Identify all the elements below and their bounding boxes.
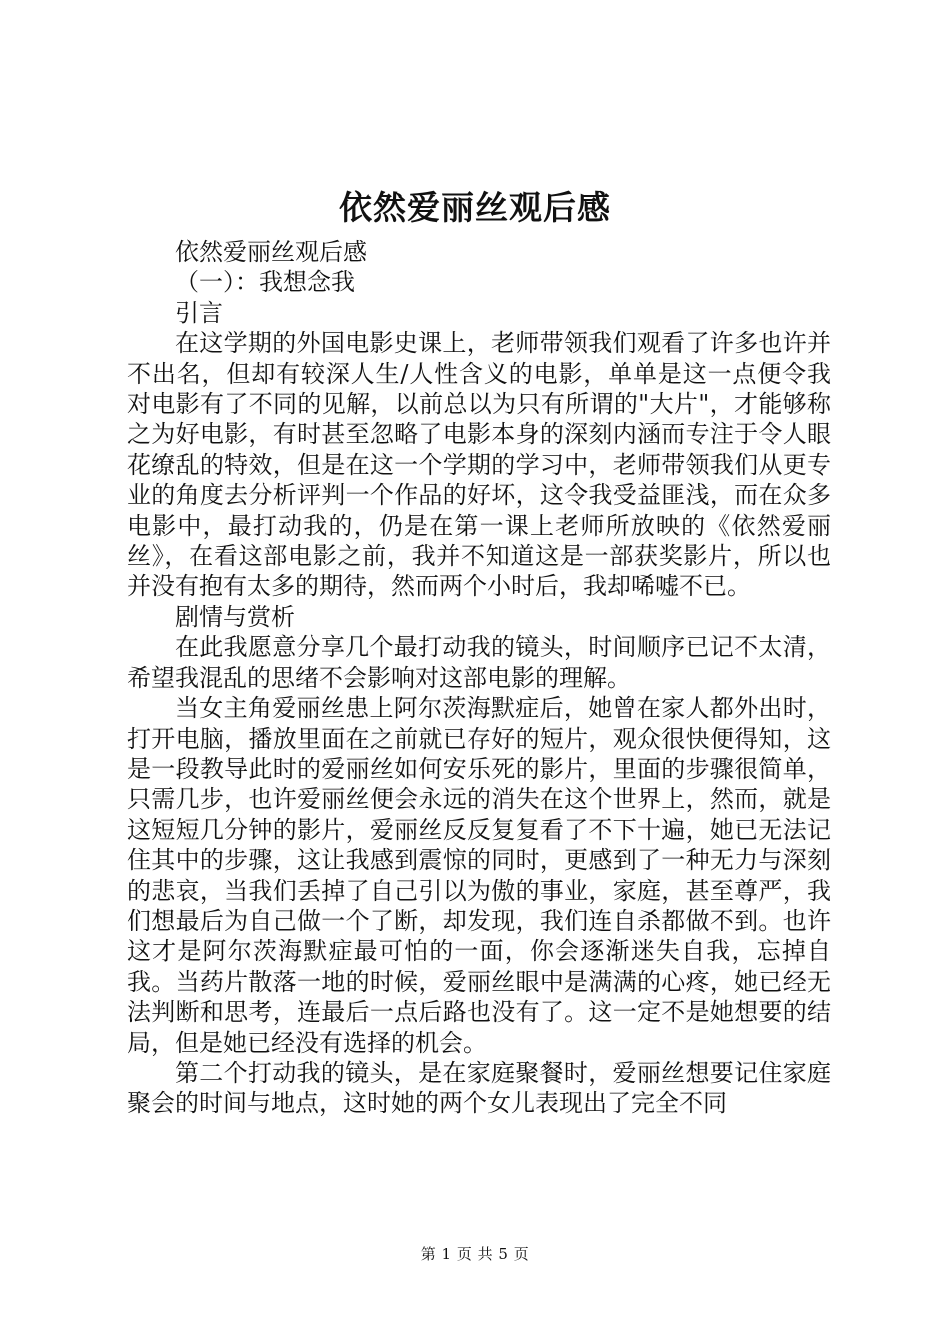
paragraph-subtitle: 依然爱丽丝观后感 <box>175 238 367 266</box>
heading-plot-analysis: 剧情与赏析 <box>175 602 295 631</box>
paragraph-introduction: 在这学期的外国电影史课上，老师带领我们观看了许多也许并不出名，但却有较深人生/人性含义的电影，单单是这一点便令我对电影有了不同的见解，以前总以为只有所谓的"大片"，才能够称之为好电影，有时甚至忽略了电影本身的深刻内涵而专注于令人眼花缭乱的特效，但是在这一个学期的学习中，老师带领我们从更专业的角度去分析评判一个作品的好坏，这令我受益匪浅，而在众多电影中，最打动我的，仍是在第一课上老师所放映的《依然爱丽丝》，在看这部电影之前，我并不知道这是一部获奖影片，所以也并没有抱有太多的期待，然而两个小时后，我却唏嘘不已。 <box>127 329 831 601</box>
document-title: 依然爱丽丝观后感 <box>339 188 611 227</box>
paragraph-section-label: （一）：我想念我 <box>175 268 355 297</box>
document-body <box>127 237 831 1119</box>
paragraph-first-scene: 当女主角爱丽丝患上阿尔茨海默症后，她曾在家人都外出时，打开电脑，播放里面在之前就已存好的短片，观众很快便得知，这是一段教导此时的爱丽丝如何安乐死的影片，里面的步骤很简单，只需几步，也许爱丽丝便会永远的消失在这个世界上，然而，就是这短短几分钟的影片，爱丽丝反反复复看了不下十遍，她已无法记住其中的步骤，这让我感到震惊的同时，更感到了一种无力与深刻的悲哀，当我们丢掉了自己引以为傲的事业，家庭，甚至尊严，我们想最后为自己做一个了断，却发现，我们连自杀都做不到。也许这才是阿尔茨海默症最可怕的一面，你会逐渐迷失自我，忘掉自我。当药片散落一地的时候，爱丽丝眼中是满满的心疼，她已经无法判断和思考，连最后一点后路也没有了。这一定不是她想要的结局，但是她已经没有选择的机会。 <box>127 694 831 1057</box>
paragraph-share-scenes: 在此我愿意分享几个最打动我的镜头，时间顺序已记不太清，希望我混乱的思绪不会影响对这部电影的理解。 <box>127 633 831 692</box>
page-footer: 第 1 页 共 5 页 <box>420 1245 530 1263</box>
paragraph-second-scene: 第二个打动我的镜头，是在家庭聚餐时，爱丽丝想要记住家庭聚会的时间与地点，这时她的两个女儿表现出了完全不同 <box>127 1058 831 1118</box>
heading-introduction: 引言 <box>175 298 223 327</box>
